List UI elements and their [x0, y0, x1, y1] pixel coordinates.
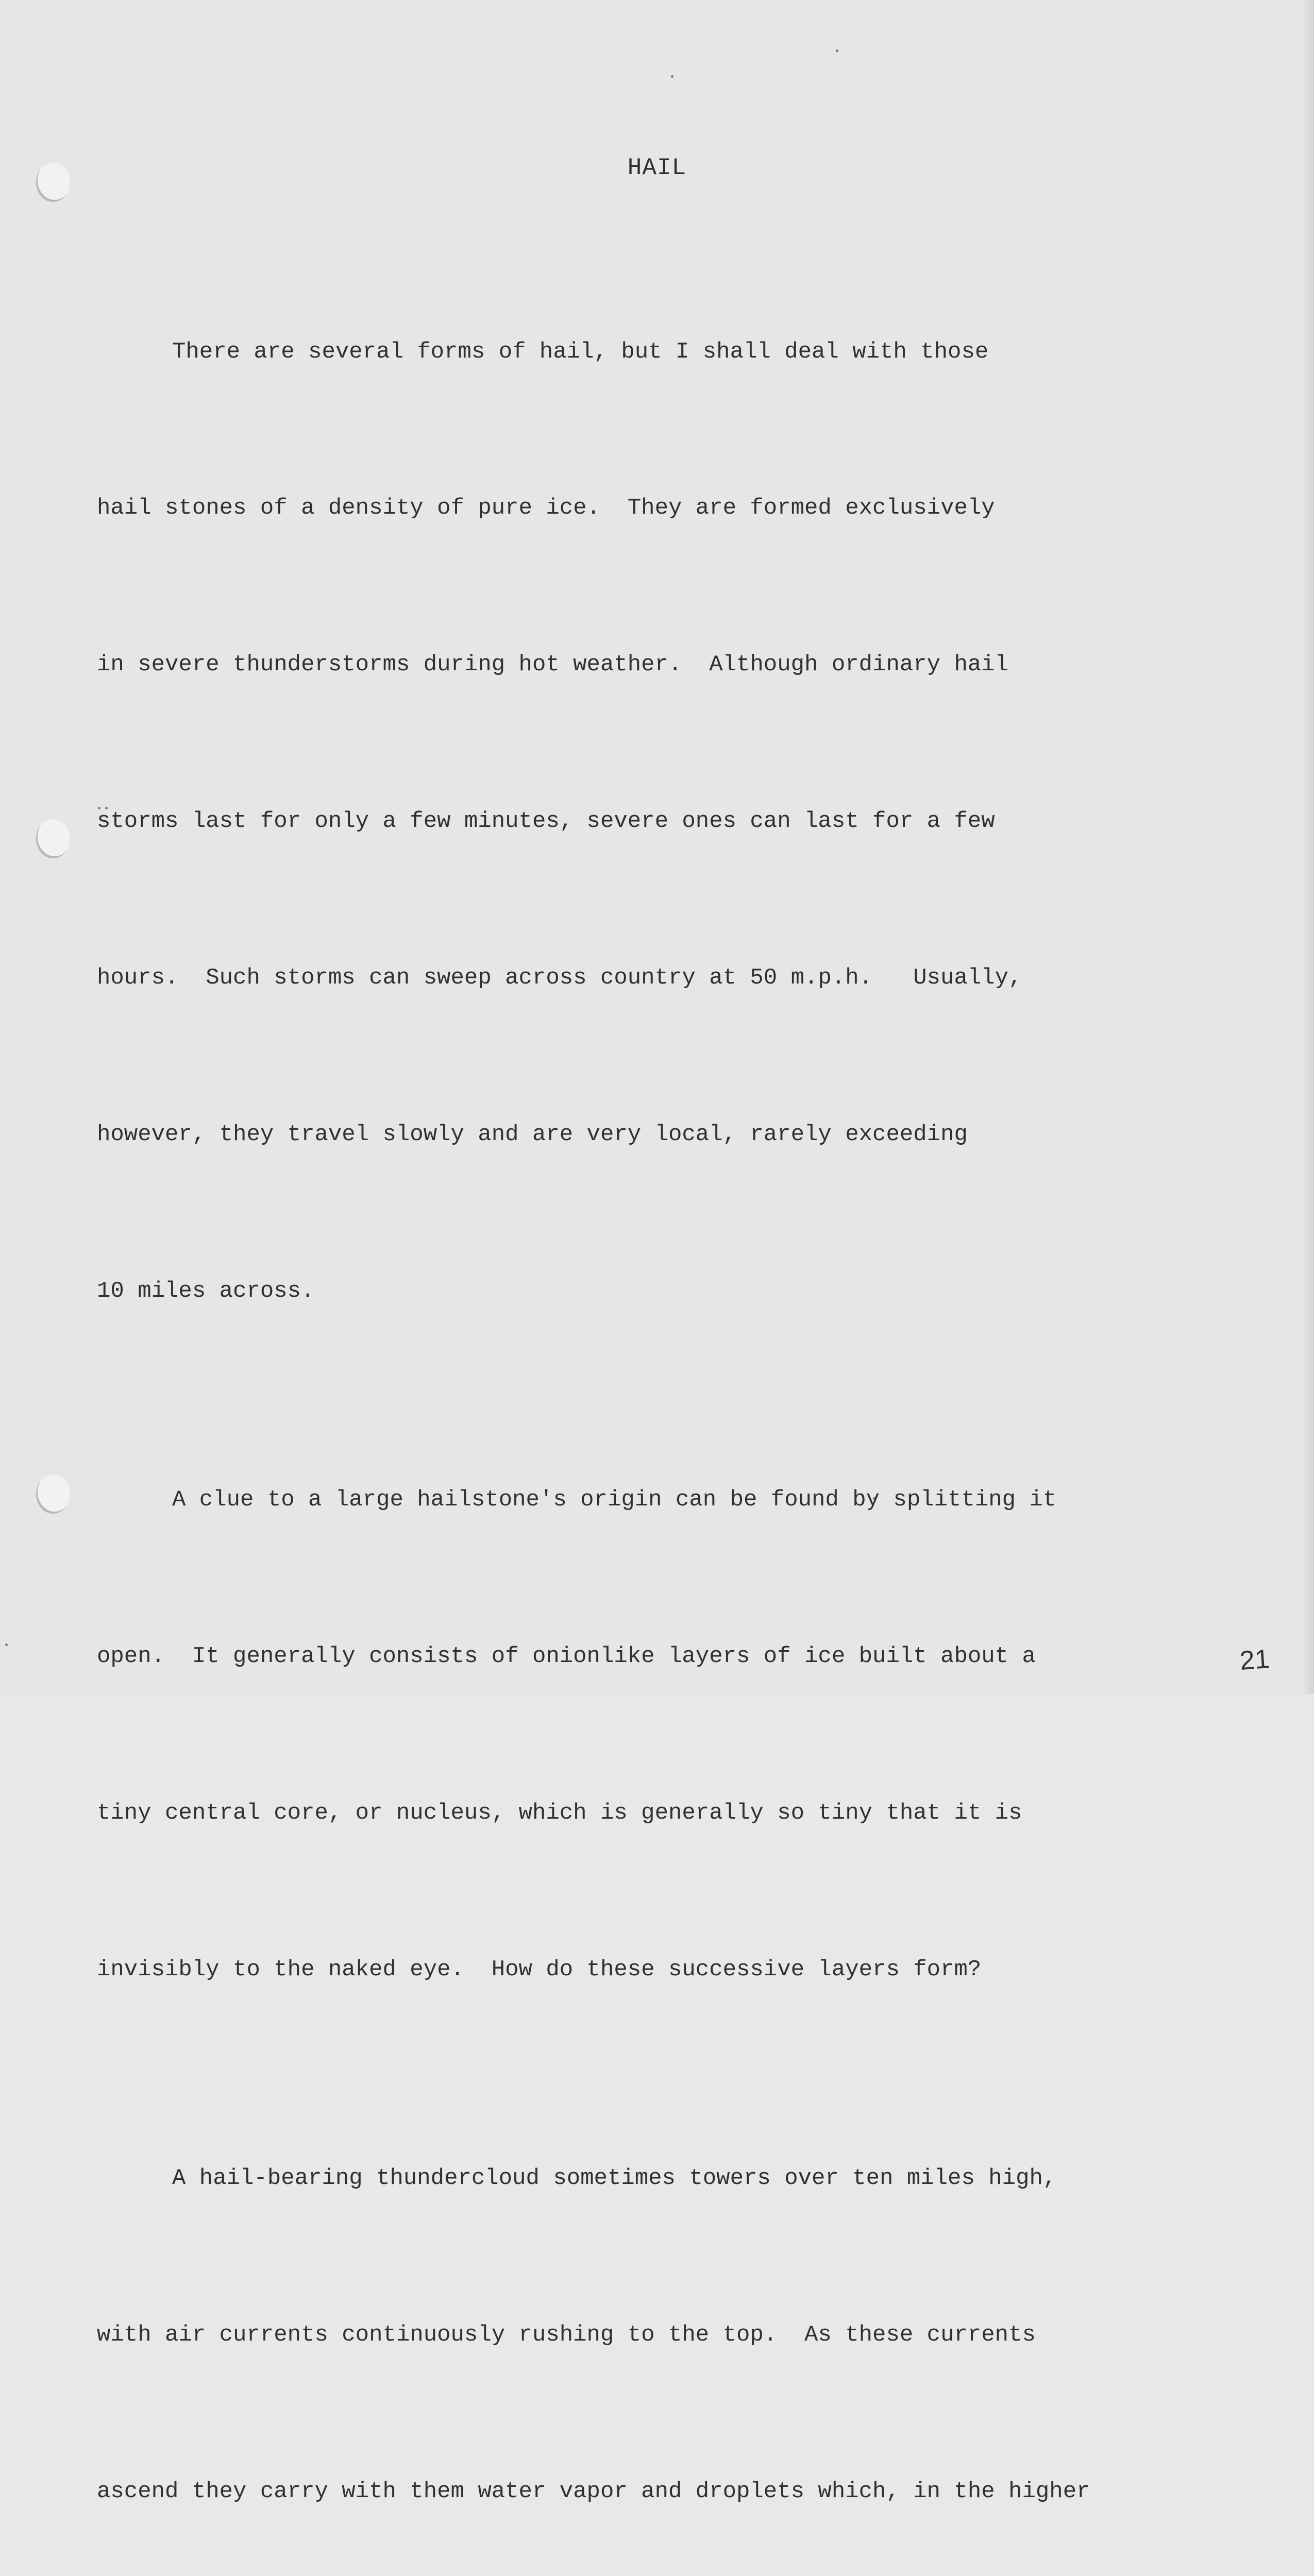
body-line: hail stones of a density of pure ice. They are formed exclusively	[97, 495, 995, 521]
body-line: A hail-bearing thundercloud sometimes towers over ten miles high,	[172, 2165, 1057, 2191]
body-line: There are several forms of hail, but I shall deal with those	[172, 338, 989, 365]
body-line: A clue to a large hailstone's origin can be found by splitting it	[172, 1487, 1057, 1513]
document-body	[97, 222, 1251, 2576]
body-line: 10 miles across.	[97, 1278, 315, 1304]
paper-speck	[836, 49, 838, 52]
body-line: in severe thunderstorms during hot weather. Although ordinary hail	[97, 652, 1009, 678]
page-edge-shadow	[1302, 0, 1314, 1694]
paper-speck	[671, 75, 673, 78]
body-line: storms last for only a few minutes, severe ones can last for a few	[97, 808, 995, 835]
punch-hole-bottom	[36, 1475, 70, 1514]
page-number: 21	[1239, 1644, 1271, 1676]
document-title: HAIL	[627, 155, 687, 181]
body-line: with air currents continuously rushing to the top. As these currents	[97, 2321, 1036, 2348]
body-line: ascend they carry with them water vapor and droplets which, in the higher	[97, 2478, 1090, 2504]
body-line: invisibly to the naked eye. How do these successive layers form?	[97, 1956, 982, 1982]
paper-speck	[5, 1643, 8, 1646]
punch-hole-middle	[36, 819, 70, 858]
body-line: however, they travel slowly and are very local, rarely exceeding	[97, 1122, 968, 1148]
body-line: tiny central core, or nucleus, which is generally so tiny that it is	[97, 1800, 1022, 1826]
body-line: hours. Such storms can sweep across country at 50 m.p.h. Usually,	[97, 965, 1022, 991]
body-line: open. It generally consists of onionlike layers of ice built about a	[97, 1643, 1036, 1670]
